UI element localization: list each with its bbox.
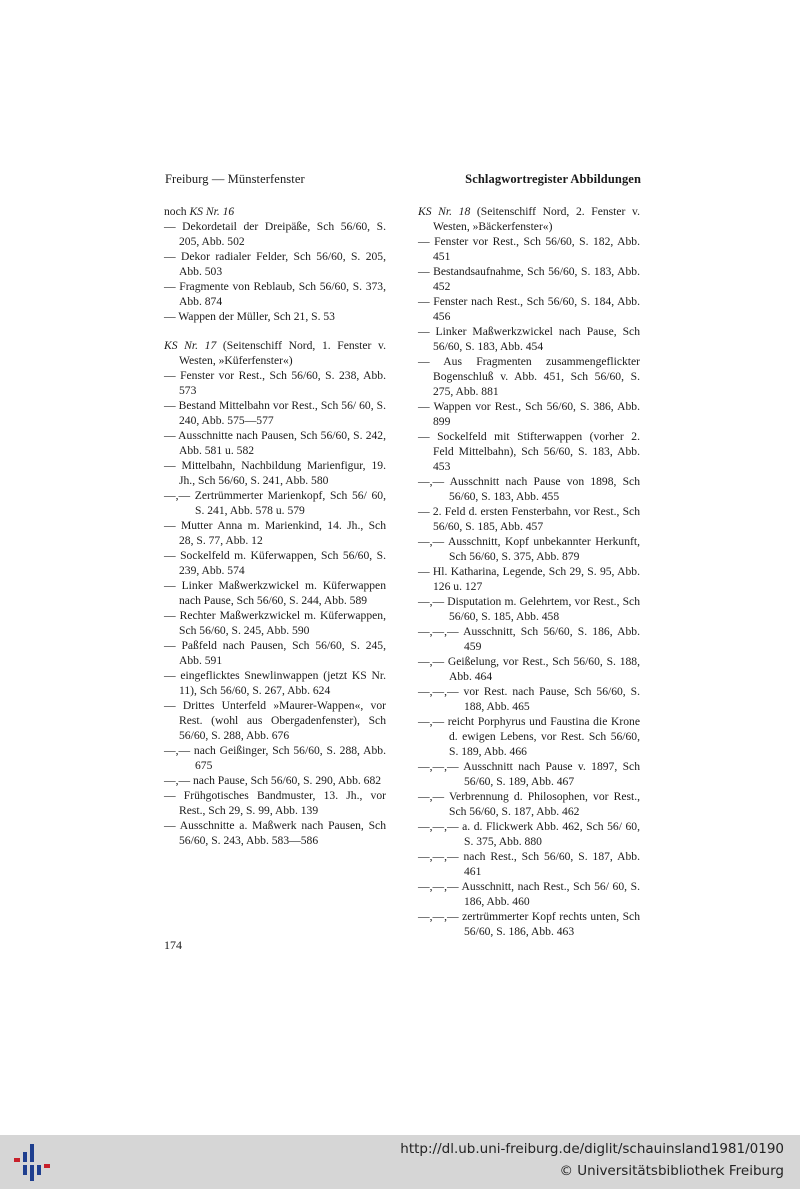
index-entry: — Wappen vor Rest., Sch 56/60, S. 386, Abb. 899 bbox=[418, 400, 640, 428]
index-entry: — Ausschnitte nach Pausen, Sch 56/60, S. 242, Abb. 581 u. 582 bbox=[164, 429, 386, 457]
index-entry: —,— nach Pause, Sch 56/60, S. 290, Abb. 682 bbox=[164, 774, 382, 787]
index-entry: — Fragmente von Reblaub, Sch 56/60, S. 373, Abb. 874 bbox=[164, 280, 386, 308]
index-entry: — Hl. Katharina, Legende, Sch 29, S. 95, Abb. 126 u. 127 bbox=[418, 565, 640, 593]
permalink-url[interactable]: http://dl.ub.uni-freiburg.de/diglit/schauinsland1981/0190 bbox=[400, 1141, 784, 1157]
index-entry: — Aus Fragmenten zusammengeflickter Bogenschluß v. Abb. 451, Sch 56/60, S. 275, Abb. 881 bbox=[418, 355, 640, 398]
index-entry: —,— Ausschnitt nach Pause von 1898, Sch 56/60, S. 183, Abb. 455 bbox=[418, 475, 640, 503]
index-entry: — Sockelfeld m. Küferwappen, Sch 56/60, S. 239, Abb. 574 bbox=[164, 549, 386, 577]
index-entry: —,—,— Ausschnitt, Sch 56/60, S. 186, Abb. 459 bbox=[418, 625, 640, 653]
running-head-right: Schlagwortregister Abbildungen bbox=[465, 172, 641, 186]
index-entry: — Fenster vor Rest., Sch 56/60, S. 238, Abb. 573 bbox=[164, 369, 386, 397]
index-entry: — Dekor radialer Felder, Sch 56/60, S. 205, Abb. 503 bbox=[164, 250, 386, 278]
entry-gap bbox=[164, 324, 386, 338]
index-entry: — Bestandsaufnahme, Sch 56/60, S. 183, Abb. 452 bbox=[418, 265, 640, 293]
page-number: 174 bbox=[164, 938, 182, 952]
index-entry: — Fenster nach Rest., Sch 56/60, S. 184, Abb. 456 bbox=[418, 295, 640, 323]
index-entry: — Linker Maßwerkzwickel m. Küferwappen nach Pause, Sch 56/60, S. 244, Abb. 589 bbox=[164, 579, 386, 607]
index-entry: —,— Zertrümmerter Marienkopf, Sch 56/ 60, S. 241, Abb. 578 u. 579 bbox=[164, 489, 386, 517]
index-entry: —,—,— nach Rest., Sch 56/60, S. 187, Abb. 461 bbox=[418, 850, 640, 878]
index-entry: — Linker Maßwerkzwickel nach Pause, Sch 56/60, S. 183, Abb. 454 bbox=[418, 325, 640, 353]
library-footer bbox=[0, 1135, 800, 1189]
index-heading bbox=[418, 204, 640, 234]
window-number: KS Nr. 18 bbox=[418, 205, 471, 218]
index-entry: — Fenster vor Rest., Sch 56/60, S. 182, Abb. 451 bbox=[418, 235, 640, 263]
index-entry: — Wappen der Müller, Sch 21, S. 53 bbox=[164, 310, 335, 323]
index-entry: — Drittes Unterfeld »Maurer-Wappen«, vor Rest. (wohl aus Obergadenfenster), Sch 56/60, S. 288, Abb. 676 bbox=[164, 699, 386, 742]
heading-description: (Seitenschiff Nord, 1. Fenster v. Westen, »Küferfenster«) bbox=[179, 339, 386, 367]
index-entry: —,—,— Ausschnitt nach Pause v. 1897, Sch 56/60, S. 189, Abb. 467 bbox=[418, 760, 640, 788]
index-entry: — Dekordetail der Dreipäße, Sch 56/60, S. 205, Abb. 502 bbox=[164, 220, 386, 248]
index-entry: —,— Geißelung, vor Rest., Sch 56/60, S. 188, Abb. 464 bbox=[418, 655, 640, 683]
index-entry: — Mutter Anna m. Marienkind, 14. Jh., Sch 28, S. 77, Abb. 12 bbox=[164, 519, 386, 547]
index-entry: —,— Ausschnitt, Kopf unbekannter Herkunft, Sch 56/60, S. 375, Abb. 879 bbox=[418, 535, 640, 563]
index-entry: — Sockelfeld mit Stifterwappen (vorher 2. Feld Mittelbahn), Sch 56/60, S. 183, Abb. 453 bbox=[418, 430, 640, 473]
running-head-left: Freiburg — Münsterfenster bbox=[165, 172, 305, 186]
index-entry: —,—,— zertrümmerter Kopf rechts unten, Sch 56/60, S. 186, Abb. 463 bbox=[418, 910, 640, 938]
index-column-right bbox=[418, 204, 640, 939]
index-heading bbox=[164, 338, 386, 368]
index-column-left bbox=[164, 204, 386, 848]
index-entry: —,— reicht Porphyrus und Faustina die Krone d. ewigen Lebens, vor Rest. Sch 56/60, S. 189, Abb. 466 bbox=[418, 715, 640, 758]
index-entry: —,—,— vor Rest. nach Pause, Sch 56/60, S. 188, Abb. 465 bbox=[418, 685, 640, 713]
index-entry: — Mittelbahn, Nachbildung Marienfigur, 19. Jh., Sch 56/60, S. 241, Abb. 580 bbox=[164, 459, 386, 487]
index-entry: —,—,— Ausschnitt, nach Rest., Sch 56/ 60, S. 186, Abb. 460 bbox=[418, 880, 640, 908]
ub-freiburg-logo-icon bbox=[12, 1144, 52, 1182]
index-entry: — 2. Feld d. ersten Fensterbahn, vor Rest., Sch 56/60, S. 185, Abb. 457 bbox=[418, 505, 640, 533]
index-entry: — Rechter Maßwerkzwickel m. Küferwappen, Sch 56/60, S. 245, Abb. 590 bbox=[164, 609, 386, 637]
index-entry: — eingeflicktes Snewlinwappen (jetzt KS Nr. 11), Sch 56/60, S. 267, Abb. 624 bbox=[164, 669, 386, 697]
index-entry: —,—,— a. d. Flickwerk Abb. 462, Sch 56/ 60, S. 375, Abb. 880 bbox=[418, 820, 640, 848]
index-entry: — Ausschnitte a. Maßwerk nach Pausen, Sch 56/60, S. 243, Abb. 583—586 bbox=[164, 819, 386, 847]
index-entry: — Frühgotisches Bandmuster, 13. Jh., vor Rest., Sch 29, S. 99, Abb. 139 bbox=[164, 789, 386, 817]
index-entry: —,— Disputation m. Gelehrtem, vor Rest., Sch 56/60, S. 185, Abb. 458 bbox=[418, 595, 640, 623]
index-entry: —,— nach Geißinger, Sch 56/60, S. 288, Abb. 675 bbox=[164, 744, 386, 772]
heading-prefix: noch bbox=[164, 205, 190, 218]
window-number: KS Nr. 17 bbox=[164, 339, 217, 352]
index-entry: — Bestand Mittelbahn vor Rest., Sch 56/ 60, S. 240, Abb. 575—577 bbox=[164, 399, 386, 427]
copyright-notice: © Universitätsbibliothek Freiburg bbox=[559, 1163, 784, 1179]
index-heading bbox=[164, 204, 386, 219]
index-entry: — Paßfeld nach Pausen, Sch 56/60, S. 245, Abb. 591 bbox=[164, 639, 386, 667]
index-entry: —,— Verbrennung d. Philosophen, vor Rest., Sch 56/60, S. 187, Abb. 462 bbox=[418, 790, 640, 818]
window-number: KS Nr. 16 bbox=[189, 205, 235, 218]
heading-description: (Seitenschiff Nord, 2. Fenster v. Westen, »Bäckerfenster«) bbox=[433, 205, 640, 233]
